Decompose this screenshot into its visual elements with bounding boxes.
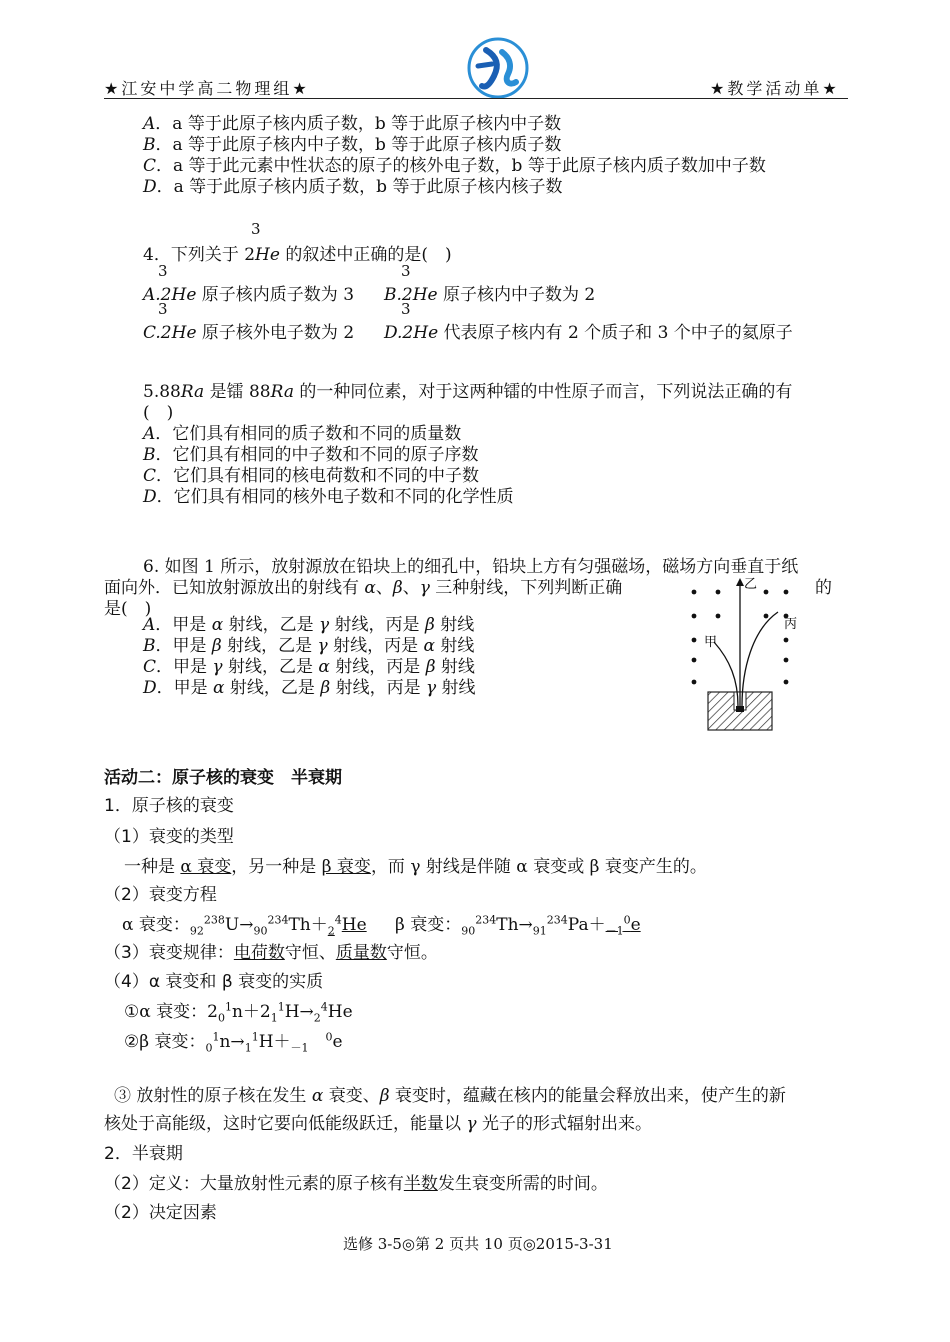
alpha-decay-equation: α 衰变：$_{92}^{238}U\to_{90}^{234}Th+_2^4He$ [122, 913, 367, 938]
q6-line2-end: 的 [815, 578, 832, 598]
half-life-factors: （2）决定因素 [104, 1203, 217, 1223]
half-life-definition: （2）定义：大量放射性元素的原子核有半数发生衰变所需的时间。 [104, 1174, 608, 1194]
section-1-4: （4）α 衰变和 β 衰变的实质 [104, 972, 324, 992]
header-left: ★江安中学高二物理组★ [104, 79, 310, 98]
q6-line2: 面向外．已知放射源放出的射线有 α、β、γ 三种射线，下列判断正确 [104, 578, 623, 598]
q4-d-sup: 3 [401, 300, 411, 318]
q5-option-c: C．它们具有相同的核电荷数和不同的中子数 [143, 466, 480, 486]
q4-option-a: A.2He 原子核内质子数为 3 [143, 285, 355, 305]
activity2-title: 活动二：原子核的衰变 半衰期 [104, 768, 342, 788]
q6-line3: 是( ) [104, 599, 152, 619]
label-jia: 甲 [704, 635, 718, 650]
q5-stem: 5.88Ra 是镭 88Ra 的一种同位素，对于这两种镭的中性原子而言，下列说法正确的有 [143, 382, 793, 402]
q6-options [143, 615, 476, 699]
q4-option-c: C.2He 原子核外电子数为 2 [143, 323, 355, 343]
q4-stem-sup: 3 [251, 220, 261, 238]
q4-a-sup: 3 [158, 262, 168, 280]
q6-option-d: D．甲是 α 射线，乙是 β 射线，丙是 γ 射线 [143, 678, 476, 698]
q3-option-c: C．a 等于此元素中性状态的原子的核外电子数，b 等于此原子核内质子数加中子数 [143, 156, 766, 176]
q4-c-sup: 3 [158, 300, 168, 318]
alpha-essence: ①α 衰变：$2_0^1n+2_1^1H\to_2^4He$ [124, 1000, 353, 1025]
beta-decay-equation: β 衰变：$_{90}^{234}Th\to_{91}^{234}Pa+_{-1}^0e$ [395, 913, 641, 938]
q3-option-b: B．a 等于此原子核内中子数，b 等于此原子核内质子数 [143, 135, 562, 155]
section-1-2: （2）衰变方程 [104, 885, 217, 905]
q5-block [143, 382, 792, 508]
decay-types: 一种是 α 衰变，另一种是 β 衰变，而 γ 射线是伴随 α 衰变或 β 衰变产生的。 [124, 857, 707, 877]
q4-b-sup: 3 [401, 262, 411, 280]
q5-stem-line2: ( ) [143, 403, 174, 423]
q3-options [143, 114, 766, 198]
section-2-title: 2．半衰期 [104, 1144, 183, 1164]
label-bing: 丙 [784, 617, 798, 632]
q6-figure [680, 570, 810, 735]
gamma-para-line1: ③ 放射性的原子核在发生 α 衰变、β 衰变时，蕴藏在核内的能量会释放出来，使产生的新 [114, 1086, 786, 1106]
q6-line1: 6. 如图 1 所示，放射源放在铅块上的细孔中，铅块上方有匀强磁场，磁场方向垂直于纸 [143, 557, 799, 577]
header-right: ★教学活动单★ [710, 79, 840, 98]
q5-option-a: A．它们具有相同的质子数和不同的质量数 [143, 424, 462, 444]
beta-essence: ②β 衰变：$_0^1n\to_1^1H+_{-1}$ $^0$e [124, 1030, 343, 1055]
school-logo [466, 36, 530, 100]
q6-option-c: C．甲是 γ 射线，乙是 α 射线，丙是 β 射线 [143, 657, 475, 677]
header-rule [104, 98, 848, 99]
q6-option-a: A．甲是 α 射线，乙是 γ 射线，丙是 β 射线 [143, 615, 475, 635]
q3-option-d: D．a 等于此原子核内质子数，b 等于此原子核内核子数 [143, 177, 563, 197]
section-1-1: （1）衰变的类型 [104, 827, 234, 847]
section-1-title: 1．原子核的衰变 [104, 796, 234, 816]
q4-option-b: B.2He 原子核内中子数为 2 [384, 285, 596, 305]
q5-option-b: B．它们具有相同的中子数和不同的原子序数 [143, 445, 479, 465]
q5-option-d: D．它们具有相同的核外电子数和不同的化学性质 [143, 487, 514, 507]
gamma-para-line2: 核处于高能级，这时它要向低能级跃迁，能量以 γ 光子的形式辐射出来。 [104, 1114, 652, 1134]
label-yi: 乙 [744, 577, 758, 592]
q4-stem: 4．下列关于 2He 的叙述中正确的是( ) [143, 245, 452, 265]
q4-option-d: D.2He 代表原子核内有 2 个质子和 3 个中子的氦原子 [384, 323, 793, 343]
q3-option-a: A．a 等于此原子核内质子数，b 等于此原子核内中子数 [143, 114, 562, 134]
q6-option-b: B．甲是 β 射线，乙是 γ 射线，丙是 α 射线 [143, 636, 475, 656]
section-1-3: （3）衰变规律：电荷数守恒、质量数守恒。 [104, 943, 438, 963]
page-footer: 选修 3-5◎第 2 页共 10 页◎2015-3-31 [343, 1235, 613, 1253]
